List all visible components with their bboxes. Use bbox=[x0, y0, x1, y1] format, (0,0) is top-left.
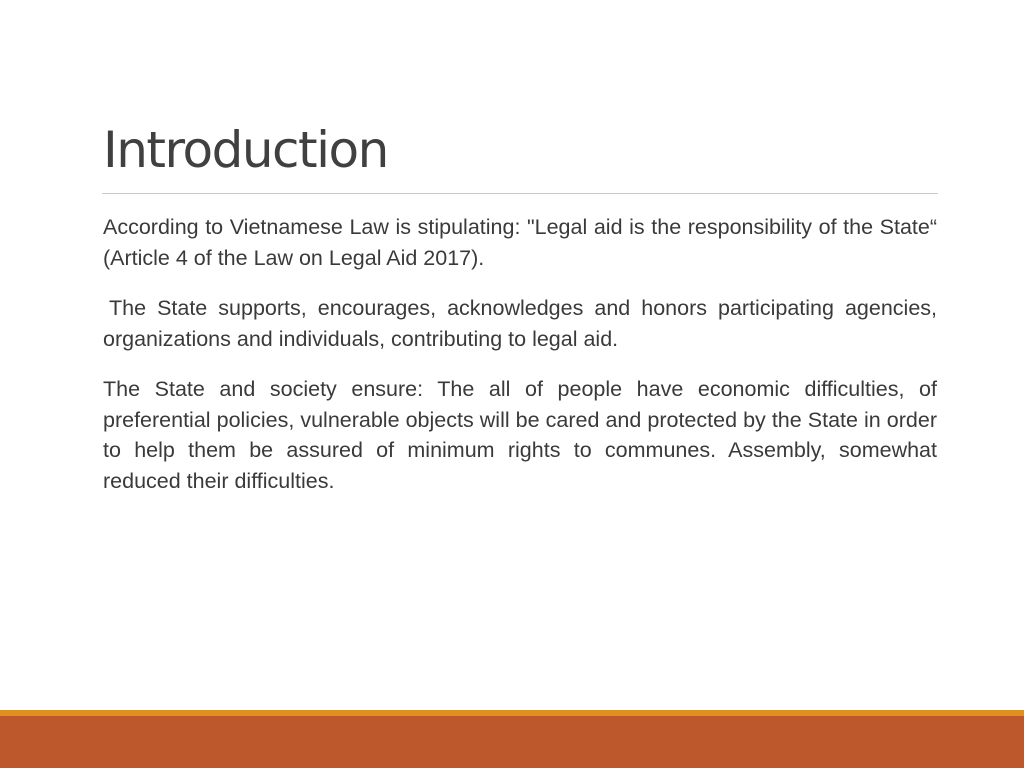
footer-bar bbox=[0, 716, 1024, 768]
paragraph-state-society-ensure: The State and society ensure: The all of people have economic difficulties, of preferential policies, vulnerable objects will be cared and protected by the State in order to help them be assured of minimum rights to communes. Assembly, somewhat reduced their difficulties. bbox=[103, 377, 937, 493]
title-divider bbox=[102, 193, 938, 194]
paragraph-state-support: The State supports, encourages, acknowledges and honors participating agencies, organizations and individuals, contributing to legal aid. bbox=[103, 296, 937, 351]
paragraph-legal-aid-definition: According to Vietnamese Law is stipulating: "Legal aid is the responsibility of the State“ (Article 4 of the Law on Legal Aid 2017). bbox=[103, 215, 937, 270]
slide-title: Introduction bbox=[103, 121, 388, 179]
slide-body bbox=[103, 212, 937, 516]
